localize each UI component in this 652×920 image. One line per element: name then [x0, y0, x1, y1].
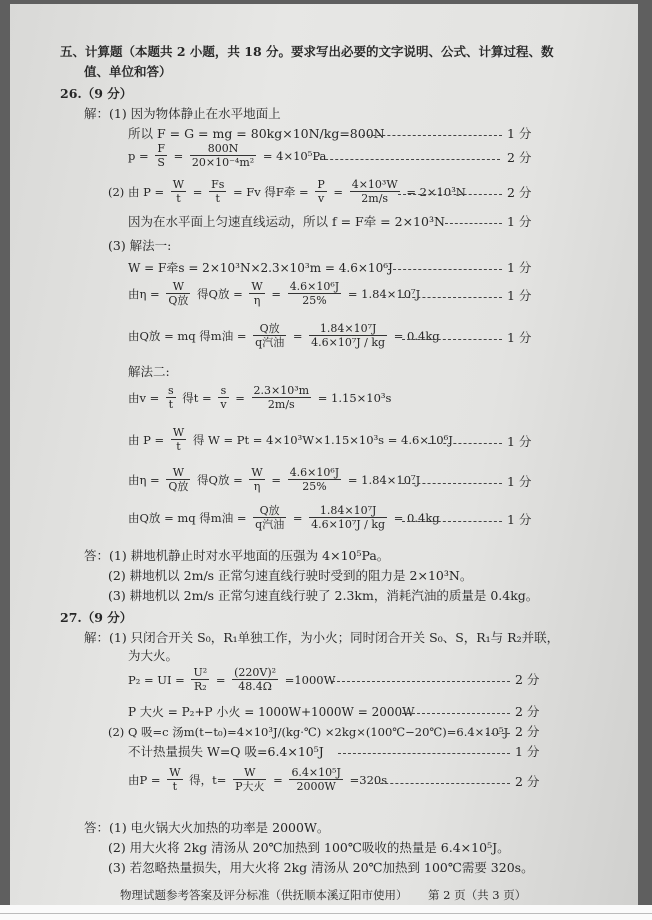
q26-answer-3: (3) 耕地机以 2m/s 正常匀速直线行驶了 2.3km，消耗汽油的质量是 0.4kg。: [108, 588, 539, 603]
score: 1 分: [507, 434, 532, 449]
q26-part2-line2: 因为在水平面上匀速直线运动，所以 f = F牵 = 2×10³N: [128, 214, 445, 229]
score: 1 分: [515, 744, 540, 759]
q27-answer-1: 答：(1) 电火锅大火加热的功率是 2000W。: [84, 820, 330, 835]
page-number: 第 2 页（共 3 页）: [428, 888, 527, 902]
q26-part3-work-eq: W = F牵s = 2×10³N×2.3×10³m = 4.6×10⁶J: [128, 261, 393, 275]
dashed-leader: [445, 223, 502, 224]
q26-method2-work-eq: 由 P = $\frac{W}{t}$ 得 W = Pt = 4×10³W×1.15×10³s = 4.6×10⁶J: [128, 426, 453, 453]
q26-method1-mass-eq: 由Q放 = mq 得m油 = $\frac{\text{Q放}}{\text{q汽油}}$ = $\frac{\text{1.84×10⁷J}}{\text{4.6×10⁷J / kg}}$ = 0.4kg: [128, 322, 440, 349]
score: 2 分: [515, 704, 540, 719]
dashed-leader: [362, 135, 502, 136]
q27-power-eq: P₂ = UI = $\frac{\text{U²}}{\text{R₂}}$ = $\frac{\text{(220V)²}}{48.4\Omega}$ =1000W: [128, 666, 336, 693]
dashed-leader: [332, 681, 510, 682]
score: 2 分: [515, 672, 540, 687]
dashed-leader: [398, 194, 502, 195]
q26-method2-mass-eq: 由Q放 = mq 得m油 = $\frac{\text{Q放}}{\text{q汽油}}$ = $\frac{\text{1.84×10⁷J}}{\text{4.6×10⁷J / kg}}$ = 0.4kg: [128, 504, 440, 531]
dashed-leader: [338, 753, 510, 754]
dashed-leader: [402, 483, 502, 484]
dashed-leader: [315, 159, 500, 160]
score: 1 分: [507, 512, 532, 527]
score: 1 分: [507, 214, 532, 229]
q27-heat-eq: (2) Q 吸=c 汤m(t−t₀)=4×10³J/(kg·℃) ×2kg×(100℃−20℃)=6.4×10⁵J: [108, 725, 509, 739]
dashed-leader: [402, 521, 502, 522]
q26-part2-force-eq: (2) 由 P = $\frac{W}{t}$ = $\frac{Fs}{t}$ = Fv 得F牵 = $\frac{P}{v}$ = $\frac{\text{4×10³W}}{2m/s}$ = 2×10³N: [108, 178, 466, 205]
section-title-line1: 五、计算题（本题共 2 小题，共 18 分。要求写出必要的文字说明、公式、计算过程、数: [60, 44, 554, 59]
section-title-line2: 值、单位和答）: [84, 64, 172, 79]
dashed-leader: [402, 297, 502, 298]
footer-title: 物理试题参考答案及评分标准（供抚顺本溪辽阳市使用）: [120, 888, 408, 902]
q27-answer-3: (3) 若忽略热量损失，用大火将 2kg 清汤从 20℃加热到 100℃需要 320s。: [108, 860, 534, 875]
q26-part1-pressure-eq: p = $\frac{F}{S}$ = $\frac{800N}{\text{20×10⁻⁴m²}}$ = 4×10⁵Pa: [128, 142, 327, 169]
dashed-leader: [388, 269, 502, 270]
score: 1 分: [507, 288, 532, 303]
q27-part1-line1: 解：(1) 只闭合开关 S₀，R₁单独工作，为小火；同时闭合开关 S₀、S，R₁与 R₂并联，: [84, 630, 560, 645]
score: 2 分: [507, 185, 532, 200]
q26-method2-label: 解法二:: [128, 364, 170, 379]
q26-part1-line1: 所以 F = G = mg = 80kg×10N/kg=800N: [128, 126, 385, 141]
q26-method2-time-eq: 由v = $\frac{s}{t}$ 得t = $\frac{s}{v}$ = $\frac{\text{2.3×10³m}}{2m/s}$ = 1.15×10³s: [128, 384, 392, 411]
q26-method1-heat-eq: 由η = $\frac{W}{\text{Q放}}$ 得Q放 = $\frac{W}{\eta}$ = $\frac{\text{4.6×10⁶J}}{25\%}$ = 1.84×10⁷J: [128, 280, 421, 307]
dashed-leader: [402, 713, 510, 714]
dashed-leader: [370, 783, 510, 784]
q27-part1-line2: 为大火。: [128, 648, 179, 663]
dashed-leader: [428, 443, 502, 444]
dashed-leader: [486, 733, 510, 734]
q26-part3-method1-label: (3) 解法一:: [108, 238, 172, 253]
score: 1 分: [507, 260, 532, 275]
q26-answer-2: (2) 耕地机以 2m/s 正常匀速直线行驶时受到的阻力是 2×10³N。: [108, 568, 473, 583]
divider: [0, 913, 652, 914]
score: 1 分: [507, 330, 532, 345]
q27-number: 27.（9 分）: [60, 610, 133, 625]
q27-time-eq: 由P = $\frac{W}{t}$ 得，t= $\frac{W}{\text{P大火}}$ = $\frac{\text{6.4×10⁵J}}{2000W}$ =320s: [128, 766, 388, 793]
q27-answer-2: (2) 用大火将 2kg 清汤从 20℃加热到 100℃吸收的热量是 6.4×10⁵J。: [108, 840, 510, 855]
answer-sheet-page: [10, 4, 638, 912]
score: 2 分: [515, 724, 540, 739]
dashed-leader: [402, 339, 502, 340]
q27-work-eq: 不计热量损失 W=Q 吸=6.4×10⁵J: [128, 744, 324, 759]
q26-answer-1: 答：(1) 耕地机静止时对水平地面的压强为 4×10⁵Pa。: [84, 548, 390, 563]
score: 1 分: [507, 126, 532, 141]
score: 2 分: [515, 774, 540, 789]
score: 1 分: [507, 474, 532, 489]
q26-number: 26.（9 分）: [60, 86, 133, 101]
score: 2 分: [507, 150, 532, 165]
q26-part1-intro: 解：(1) 因为物体静止在水平地面上: [84, 106, 281, 121]
q27-total-power-eq: P 大火 = P₂+P 小火 = 1000W+1000W = 2000W: [128, 705, 415, 719]
q26-method2-heat-eq: 由η = $\frac{W}{\text{Q放}}$ 得Q放 = $\frac{W}{\eta}$ = $\frac{\text{4.6×10⁶J}}{25\%}$ = 1.84×10⁷J: [128, 466, 421, 493]
